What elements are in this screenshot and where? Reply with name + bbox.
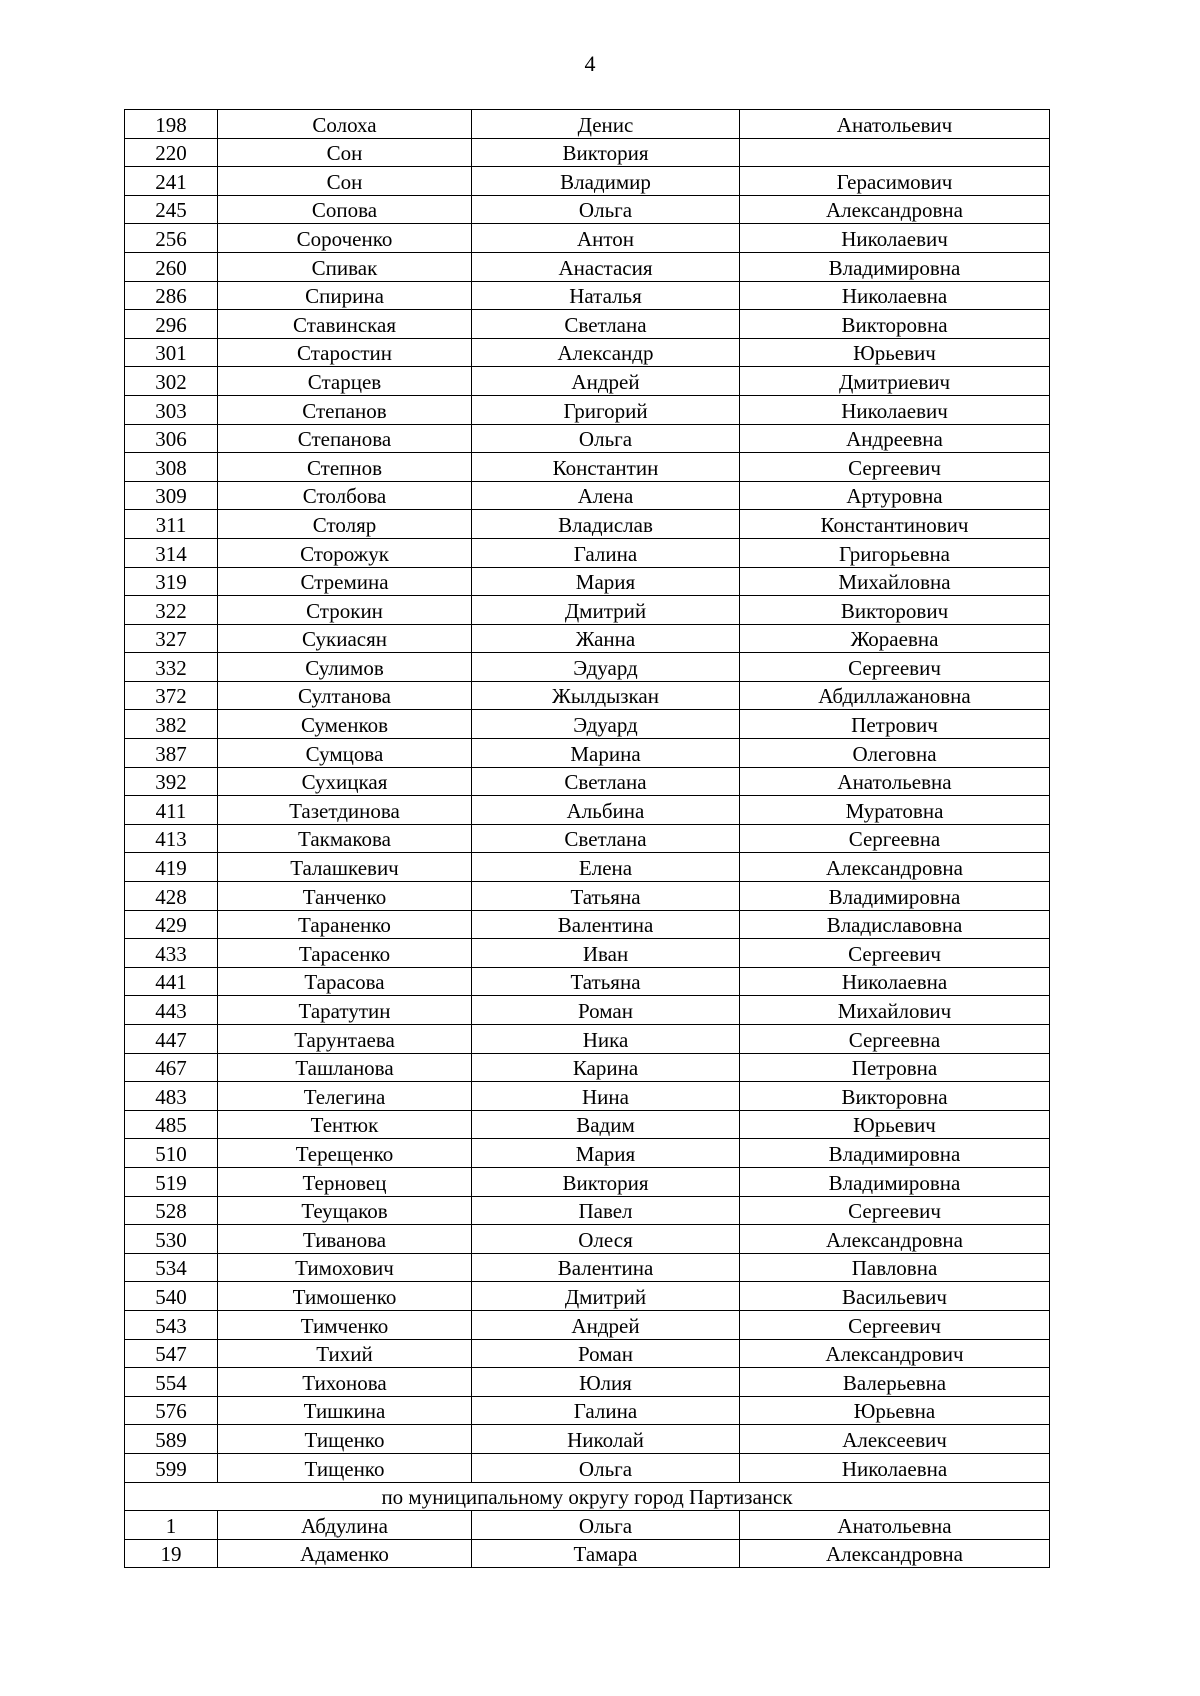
last-name-cell: Тимохович — [218, 1253, 472, 1282]
last-name-cell: Сторожук — [218, 538, 472, 567]
patronymic-cell: Викторовна — [740, 1082, 1050, 1111]
table-row — [125, 1253, 1050, 1282]
table-row — [125, 138, 1050, 167]
row-number-cell: 327 — [125, 624, 218, 653]
first-name-cell: Константин — [472, 453, 740, 482]
last-name-cell: Степанова — [218, 424, 472, 453]
first-name-cell: Роман — [472, 996, 740, 1025]
patronymic-cell: Артуровна — [740, 481, 1050, 510]
patronymic-cell: Сергеевич — [740, 453, 1050, 482]
patronymic-cell: Олеговна — [740, 739, 1050, 768]
first-name-cell: Иван — [472, 939, 740, 968]
last-name-cell: Тишкина — [218, 1396, 472, 1425]
first-name-cell: Эдуард — [472, 710, 740, 739]
table-row — [125, 281, 1050, 310]
row-number-cell: 441 — [125, 967, 218, 996]
last-name-cell: Ставинская — [218, 310, 472, 339]
patronymic-cell: Васильевич — [740, 1282, 1050, 1311]
table-row — [125, 1053, 1050, 1082]
row-number-cell: 411 — [125, 796, 218, 825]
table-row — [125, 710, 1050, 739]
table-row — [125, 395, 1050, 424]
last-name-cell: Адаменко — [218, 1539, 472, 1568]
first-name-cell: Альбина — [472, 796, 740, 825]
patronymic-cell: Абдиллажановна — [740, 681, 1050, 710]
first-name-cell: Тамара — [472, 1539, 740, 1568]
table-row — [125, 1139, 1050, 1168]
row-number-cell: 311 — [125, 510, 218, 539]
last-name-cell: Строкин — [218, 596, 472, 625]
row-number-cell: 428 — [125, 882, 218, 911]
last-name-cell: Старостин — [218, 338, 472, 367]
last-name-cell: Стремина — [218, 567, 472, 596]
patronymic-cell: Петрович — [740, 710, 1050, 739]
patronymic-cell: Михайлович — [740, 996, 1050, 1025]
first-name-cell: Виктория — [472, 138, 740, 167]
table-row — [125, 1368, 1050, 1397]
row-number-cell: 519 — [125, 1167, 218, 1196]
patronymic-cell: Павловна — [740, 1253, 1050, 1282]
row-number-cell: 528 — [125, 1196, 218, 1225]
roster-table-body — [125, 110, 1050, 1568]
table-row — [125, 424, 1050, 453]
last-name-cell: Терещенко — [218, 1139, 472, 1168]
last-name-cell: Сон — [218, 138, 472, 167]
row-number-cell: 387 — [125, 739, 218, 768]
last-name-cell: Тазетдинова — [218, 796, 472, 825]
first-name-cell: Ника — [472, 1025, 740, 1054]
patronymic-cell: Сергеевна — [740, 824, 1050, 853]
table-row — [125, 767, 1050, 796]
row-number-cell: 198 — [125, 110, 218, 139]
last-name-cell: Такмакова — [218, 824, 472, 853]
last-name-cell: Тимченко — [218, 1310, 472, 1339]
last-name-cell: Тараненко — [218, 910, 472, 939]
last-name-cell: Талашкевич — [218, 853, 472, 882]
patronymic-cell: Владимировна — [740, 1139, 1050, 1168]
patronymic-cell: Муратовна — [740, 796, 1050, 825]
row-number-cell: 245 — [125, 195, 218, 224]
row-number-cell: 322 — [125, 596, 218, 625]
first-name-cell: Мария — [472, 1139, 740, 1168]
last-name-cell: Сухицкая — [218, 767, 472, 796]
row-number-cell: 382 — [125, 710, 218, 739]
patronymic-cell: Александрович — [740, 1339, 1050, 1368]
row-number-cell: 332 — [125, 653, 218, 682]
first-name-cell: Алена — [472, 481, 740, 510]
row-number-cell: 599 — [125, 1453, 218, 1482]
table-row — [125, 567, 1050, 596]
table-row — [125, 338, 1050, 367]
row-number-cell: 419 — [125, 853, 218, 882]
patronymic-cell: Герасимович — [740, 167, 1050, 196]
patronymic-cell: Сергеевна — [740, 1025, 1050, 1054]
row-number-cell: 576 — [125, 1396, 218, 1425]
last-name-cell: Тимошенко — [218, 1282, 472, 1311]
table-row — [125, 1167, 1050, 1196]
row-number-cell: 510 — [125, 1139, 218, 1168]
patronymic-cell: Жораевна — [740, 624, 1050, 653]
last-name-cell: Терновец — [218, 1167, 472, 1196]
patronymic-cell: Сергеевич — [740, 939, 1050, 968]
patronymic-cell: Александровна — [740, 853, 1050, 882]
row-number-cell: 241 — [125, 167, 218, 196]
table-row — [125, 538, 1050, 567]
first-name-cell: Нина — [472, 1082, 740, 1111]
patronymic-cell: Николаевич — [740, 395, 1050, 424]
table-row — [125, 1282, 1050, 1311]
last-name-cell: Тарасова — [218, 967, 472, 996]
table-row — [125, 1225, 1050, 1254]
first-name-cell: Ольга — [472, 424, 740, 453]
row-number-cell: 301 — [125, 338, 218, 367]
row-number-cell: 543 — [125, 1310, 218, 1339]
table-row — [125, 853, 1050, 882]
patronymic-cell: Викторовна — [740, 310, 1050, 339]
patronymic-cell: Владимировна — [740, 1167, 1050, 1196]
last-name-cell: Абдулина — [218, 1511, 472, 1540]
row-number-cell: 447 — [125, 1025, 218, 1054]
table-row — [125, 1453, 1050, 1482]
roster-table — [124, 109, 1050, 1568]
first-name-cell: Роман — [472, 1339, 740, 1368]
last-name-cell: Сон — [218, 167, 472, 196]
table-row — [125, 939, 1050, 968]
row-number-cell: 433 — [125, 939, 218, 968]
table-row — [125, 967, 1050, 996]
row-number-cell: 429 — [125, 910, 218, 939]
last-name-cell: Сопова — [218, 195, 472, 224]
row-number-cell: 1 — [125, 1511, 218, 1540]
row-number-cell: 467 — [125, 1053, 218, 1082]
table-row — [125, 167, 1050, 196]
table-row — [125, 596, 1050, 625]
table-row — [125, 1025, 1050, 1054]
last-name-cell: Старцев — [218, 367, 472, 396]
table-row — [125, 653, 1050, 682]
patronymic-cell: Владимировна — [740, 882, 1050, 911]
first-name-cell: Юлия — [472, 1368, 740, 1397]
last-name-cell: Султанова — [218, 681, 472, 710]
last-name-cell: Тарунтаева — [218, 1025, 472, 1054]
patronymic-cell: Петровна — [740, 1053, 1050, 1082]
patronymic-cell: Александровна — [740, 1225, 1050, 1254]
row-number-cell: 256 — [125, 224, 218, 253]
row-number-cell: 413 — [125, 824, 218, 853]
patronymic-cell: Константинович — [740, 510, 1050, 539]
first-name-cell: Татьяна — [472, 882, 740, 911]
row-number-cell: 530 — [125, 1225, 218, 1254]
table-row — [125, 1110, 1050, 1139]
table-row — [125, 1511, 1050, 1540]
first-name-cell: Ольга — [472, 1453, 740, 1482]
first-name-cell: Николай — [472, 1425, 740, 1454]
last-name-cell: Сороченко — [218, 224, 472, 253]
row-number-cell: 306 — [125, 424, 218, 453]
patronymic-cell: Владимировна — [740, 252, 1050, 281]
patronymic-cell: Николаевич — [740, 224, 1050, 253]
last-name-cell: Тихонова — [218, 1368, 472, 1397]
row-number-cell: 314 — [125, 538, 218, 567]
last-name-cell: Теущаков — [218, 1196, 472, 1225]
table-row — [125, 1396, 1050, 1425]
first-name-cell: Карина — [472, 1053, 740, 1082]
row-number-cell: 19 — [125, 1539, 218, 1568]
table-row — [125, 1082, 1050, 1111]
last-name-cell: Тентюк — [218, 1110, 472, 1139]
first-name-cell: Марина — [472, 739, 740, 768]
patronymic-cell: Александровна — [740, 1539, 1050, 1568]
row-number-cell: 540 — [125, 1282, 218, 1311]
table-row — [125, 1339, 1050, 1368]
patronymic-cell — [740, 138, 1050, 167]
last-name-cell: Тиванова — [218, 1225, 472, 1254]
table-row — [125, 624, 1050, 653]
patronymic-cell: Анатольевна — [740, 767, 1050, 796]
first-name-cell: Дмитрий — [472, 1282, 740, 1311]
last-name-cell: Спирина — [218, 281, 472, 310]
last-name-cell: Степнов — [218, 453, 472, 482]
first-name-cell: Владимир — [472, 167, 740, 196]
table-row — [125, 739, 1050, 768]
table-row — [125, 1539, 1050, 1568]
row-number-cell: 303 — [125, 395, 218, 424]
table-row — [125, 195, 1050, 224]
first-name-cell: Олеся — [472, 1225, 740, 1254]
first-name-cell: Светлана — [472, 767, 740, 796]
page-number: 4 — [584, 51, 596, 76]
last-name-cell: Телегина — [218, 1082, 472, 1111]
first-name-cell: Жылдызкан — [472, 681, 740, 710]
patronymic-cell: Сергеевич — [740, 1310, 1050, 1339]
first-name-cell: Денис — [472, 110, 740, 139]
table-row — [125, 882, 1050, 911]
row-number-cell: 392 — [125, 767, 218, 796]
first-name-cell: Светлана — [472, 824, 740, 853]
first-name-cell: Владислав — [472, 510, 740, 539]
table-row — [125, 110, 1050, 139]
table-row — [125, 681, 1050, 710]
patronymic-cell: Николаевна — [740, 967, 1050, 996]
table-row — [125, 1425, 1050, 1454]
row-number-cell: 296 — [125, 310, 218, 339]
table-row — [125, 310, 1050, 339]
first-name-cell: Наталья — [472, 281, 740, 310]
last-name-cell: Сукиасян — [218, 624, 472, 653]
last-name-cell: Столбова — [218, 481, 472, 510]
first-name-cell: Галина — [472, 538, 740, 567]
first-name-cell: Галина — [472, 1396, 740, 1425]
table-row — [125, 367, 1050, 396]
first-name-cell: Эдуард — [472, 653, 740, 682]
patronymic-cell: Дмитриевич — [740, 367, 1050, 396]
row-number-cell: 534 — [125, 1253, 218, 1282]
table-row — [125, 510, 1050, 539]
first-name-cell: Андрей — [472, 1310, 740, 1339]
patronymic-cell: Алексеевич — [740, 1425, 1050, 1454]
section-heading: по муниципальному округу город Партизанск — [125, 1482, 1050, 1511]
table-row — [125, 252, 1050, 281]
table-row — [125, 910, 1050, 939]
last-name-cell: Сулимов — [218, 653, 472, 682]
patronymic-cell: Валерьевна — [740, 1368, 1050, 1397]
table-row — [125, 824, 1050, 853]
first-name-cell: Анастасия — [472, 252, 740, 281]
first-name-cell: Мария — [472, 567, 740, 596]
row-number-cell: 372 — [125, 681, 218, 710]
row-number-cell: 319 — [125, 567, 218, 596]
table-row — [125, 996, 1050, 1025]
patronymic-cell: Александровна — [740, 195, 1050, 224]
row-number-cell: 589 — [125, 1425, 218, 1454]
patronymic-cell: Сергеевич — [740, 653, 1050, 682]
first-name-cell: Валентина — [472, 1253, 740, 1282]
patronymic-cell: Анатольевич — [740, 110, 1050, 139]
first-name-cell: Антон — [472, 224, 740, 253]
row-number-cell: 220 — [125, 138, 218, 167]
patronymic-cell: Юрьевич — [740, 338, 1050, 367]
last-name-cell: Степанов — [218, 395, 472, 424]
last-name-cell: Тарасенко — [218, 939, 472, 968]
row-number-cell: 443 — [125, 996, 218, 1025]
last-name-cell: Тихий — [218, 1339, 472, 1368]
last-name-cell: Спивак — [218, 252, 472, 281]
patronymic-cell: Николаевна — [740, 281, 1050, 310]
first-name-cell: Жанна — [472, 624, 740, 653]
patronymic-cell: Николаевна — [740, 1453, 1050, 1482]
patronymic-cell: Анатольевна — [740, 1511, 1050, 1540]
last-name-cell: Суменков — [218, 710, 472, 739]
patronymic-cell: Викторович — [740, 596, 1050, 625]
last-name-cell: Солоха — [218, 110, 472, 139]
first-name-cell: Александр — [472, 338, 740, 367]
first-name-cell: Светлана — [472, 310, 740, 339]
patronymic-cell: Юрьевич — [740, 1110, 1050, 1139]
patronymic-cell: Андреевна — [740, 424, 1050, 453]
table-row — [125, 453, 1050, 482]
first-name-cell: Татьяна — [472, 967, 740, 996]
first-name-cell: Григорий — [472, 395, 740, 424]
last-name-cell: Тищенко — [218, 1425, 472, 1454]
table-row — [125, 481, 1050, 510]
row-number-cell: 260 — [125, 252, 218, 281]
first-name-cell: Валентина — [472, 910, 740, 939]
patronymic-cell: Сергеевич — [740, 1196, 1050, 1225]
row-number-cell: 554 — [125, 1368, 218, 1397]
table-row — [125, 1196, 1050, 1225]
table-row — [125, 796, 1050, 825]
first-name-cell: Ольга — [472, 195, 740, 224]
last-name-cell: Сумцова — [218, 739, 472, 768]
section-heading-row — [125, 1482, 1050, 1511]
row-number-cell: 485 — [125, 1110, 218, 1139]
patronymic-cell: Юрьевна — [740, 1396, 1050, 1425]
first-name-cell: Елена — [472, 853, 740, 882]
last-name-cell: Тищенко — [218, 1453, 472, 1482]
row-number-cell: 286 — [125, 281, 218, 310]
first-name-cell: Ольга — [472, 1511, 740, 1540]
patronymic-cell: Григорьевна — [740, 538, 1050, 567]
row-number-cell: 308 — [125, 453, 218, 482]
row-number-cell: 309 — [125, 481, 218, 510]
last-name-cell: Столяр — [218, 510, 472, 539]
last-name-cell: Танченко — [218, 882, 472, 911]
row-number-cell: 483 — [125, 1082, 218, 1111]
last-name-cell: Ташланова — [218, 1053, 472, 1082]
table-row — [125, 224, 1050, 253]
patronymic-cell: Владиславовна — [740, 910, 1050, 939]
last-name-cell: Таратутин — [218, 996, 472, 1025]
first-name-cell: Павел — [472, 1196, 740, 1225]
first-name-cell: Виктория — [472, 1167, 740, 1196]
first-name-cell: Андрей — [472, 367, 740, 396]
row-number-cell: 302 — [125, 367, 218, 396]
patronymic-cell: Михайловна — [740, 567, 1050, 596]
table-row — [125, 1310, 1050, 1339]
first-name-cell: Дмитрий — [472, 596, 740, 625]
first-name-cell: Вадим — [472, 1110, 740, 1139]
row-number-cell: 547 — [125, 1339, 218, 1368]
